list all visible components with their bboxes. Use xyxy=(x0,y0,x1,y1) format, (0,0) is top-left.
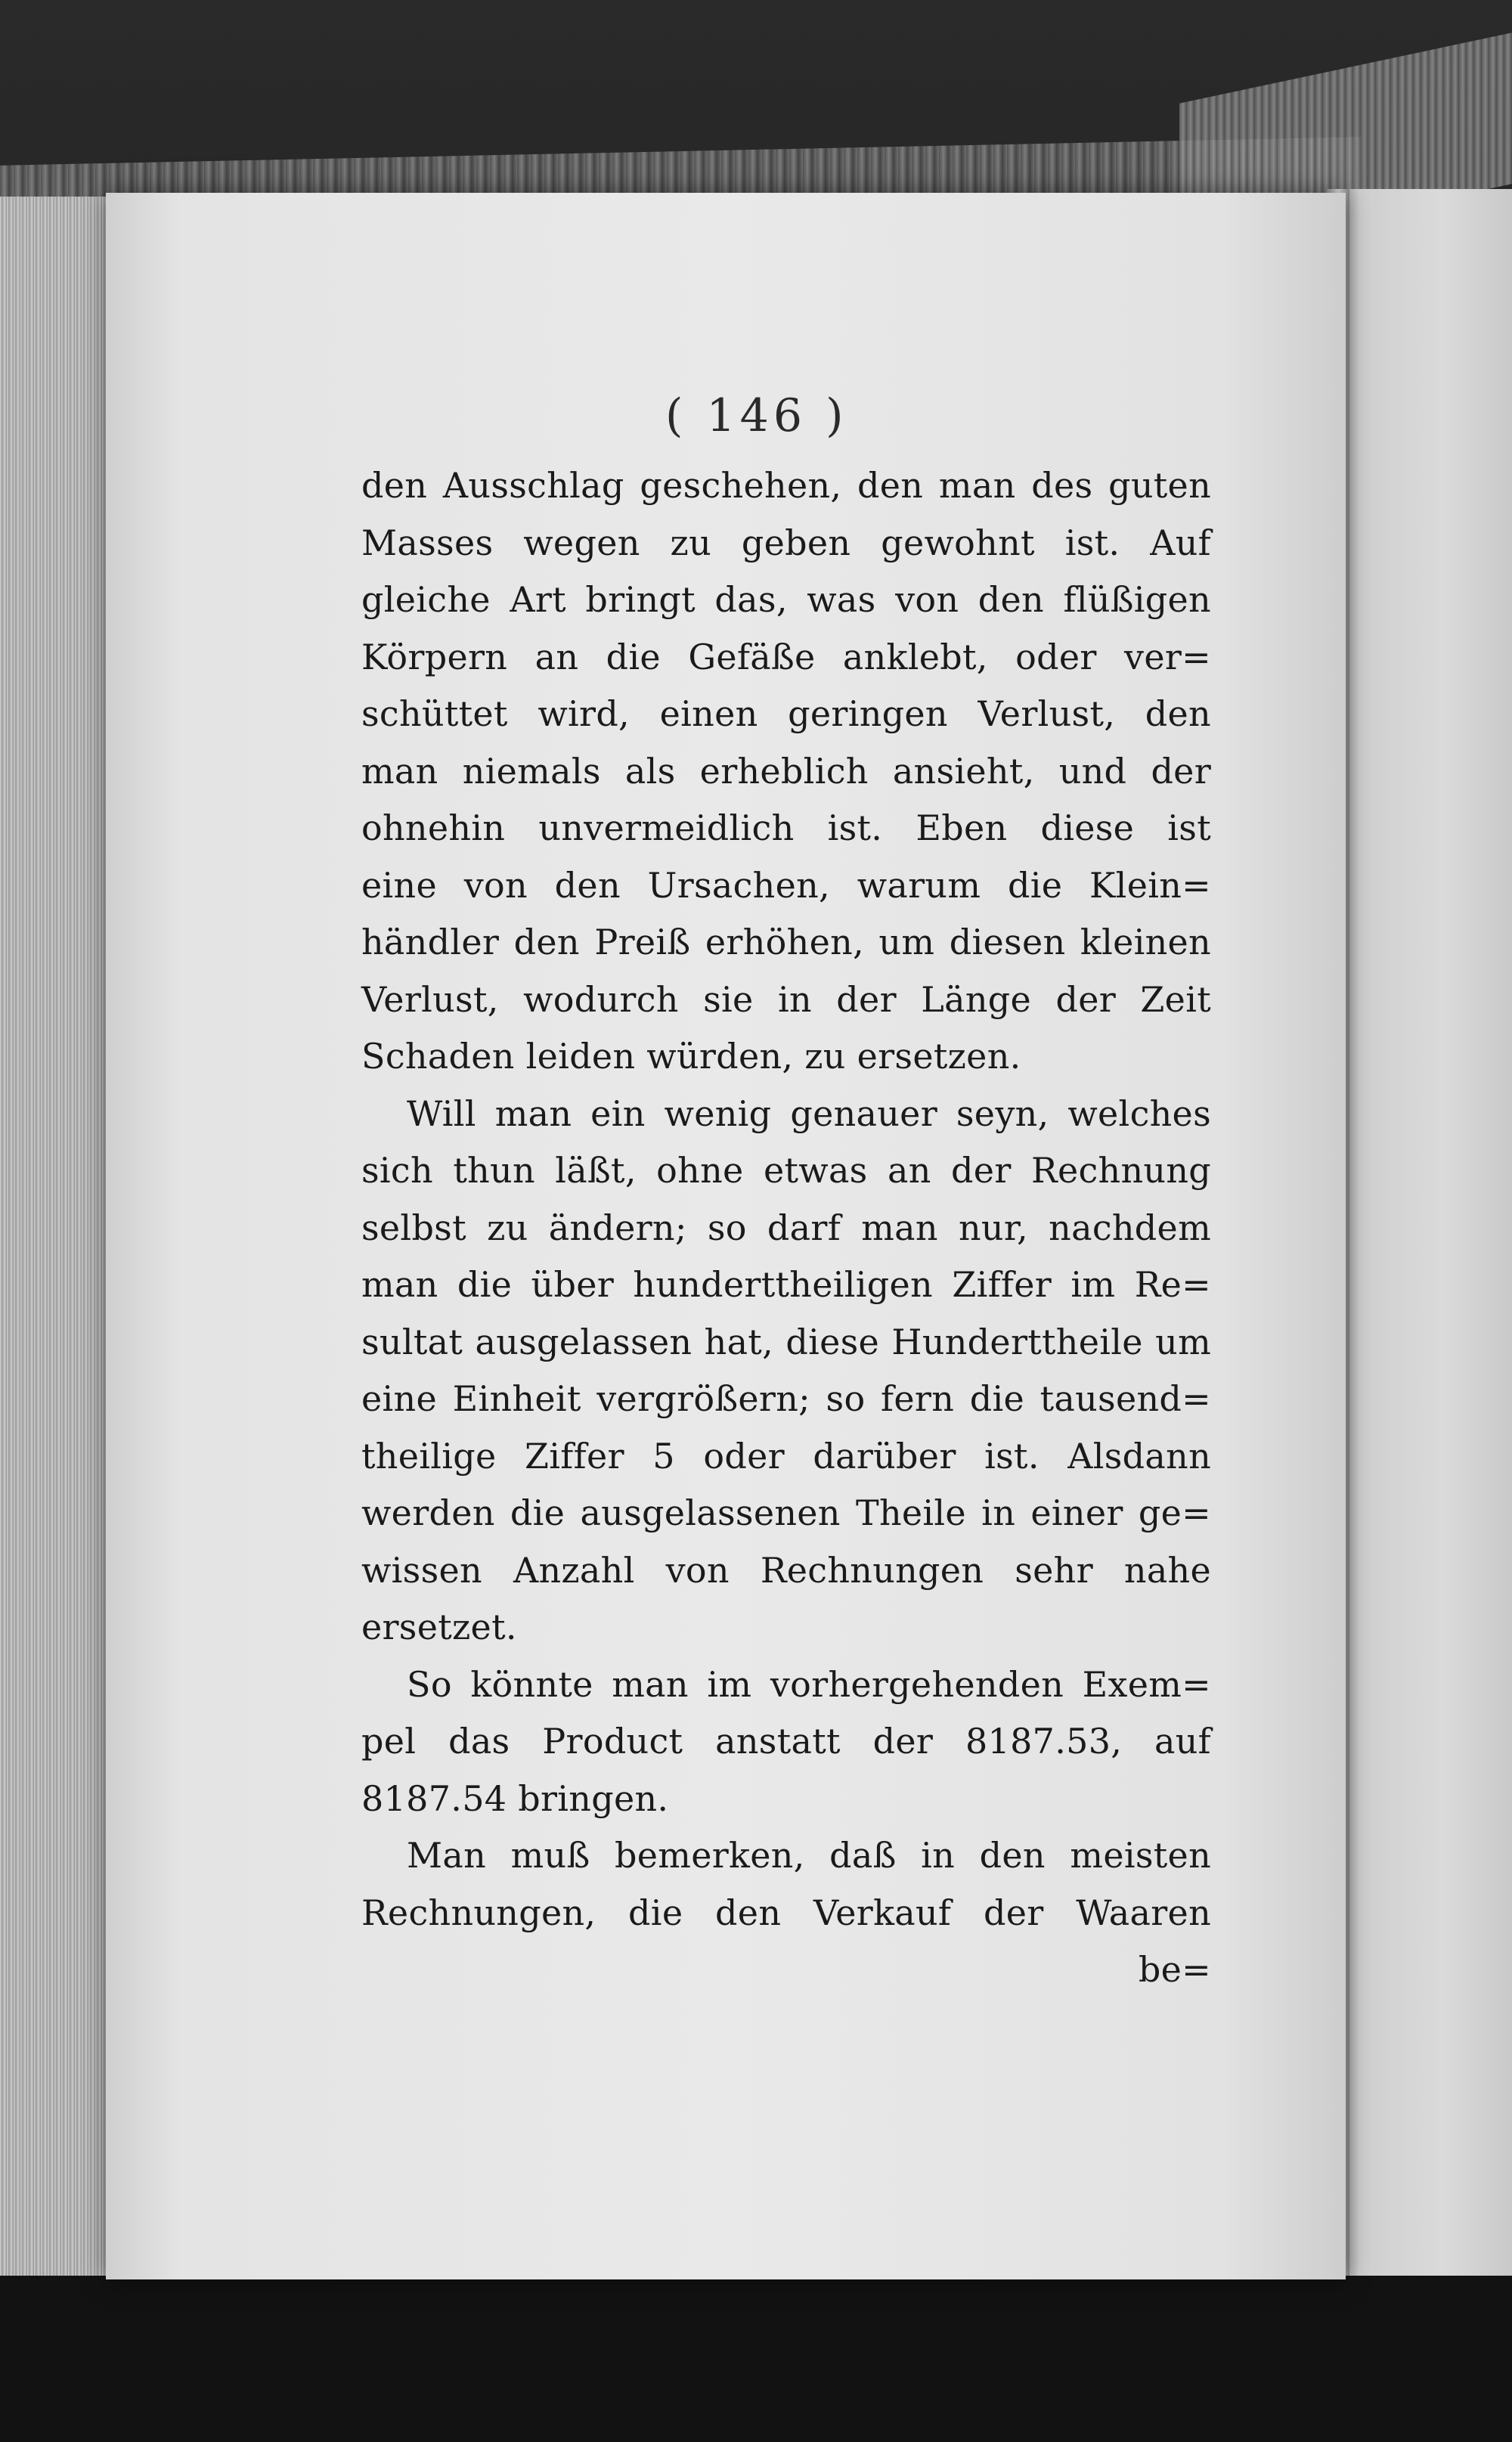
text-line: Körpern an die Gefäße anklebt, oder ver= xyxy=(361,636,1211,677)
text-line: schüttet wird, einen geringen Verlust, den xyxy=(361,693,1211,734)
text-line: wissen Anzahl von Rechnungen sehr nahe xyxy=(361,1549,1211,1591)
text-line: eine von den Ursachen, warum die Klein= xyxy=(361,864,1211,906)
text-line: Schaden leiden würden, zu ersetzen. xyxy=(361,1036,1021,1077)
page-text xyxy=(361,457,1211,1999)
text-line: So könnte man im vorhergehenden Exem= xyxy=(407,1663,1211,1705)
book-bottom-cover xyxy=(0,2276,1512,2442)
text-line: 8187.54 bringen. xyxy=(361,1777,669,1819)
text-line: man die über hunderttheiligen Ziffer im Re= xyxy=(361,1264,1211,1305)
text-line: gleiche Art bringt das, was von den flüßigen xyxy=(361,579,1211,620)
text-line: sultat ausgelassen hat, diese Hunderttheile um xyxy=(361,1321,1211,1362)
text-line: selbst zu ändern; so darf man nur, nachdem xyxy=(361,1207,1211,1248)
text-line: ohnehin unvermeidlich ist. Eben diese ist xyxy=(361,807,1211,848)
text-line: be= xyxy=(1138,1949,1211,1990)
text-line: eine Einheit vergrößern; so fern die tausend= xyxy=(361,1378,1211,1419)
text-line: Man muß bemerken, daß in den meisten xyxy=(407,1835,1211,1876)
text-line: den Ausschlag geschehen, den man des guten xyxy=(361,465,1211,506)
text-line: man niemals als erheblich ansieht, und der xyxy=(361,750,1211,792)
text-line: pel das Product anstatt der 8187.53, auf xyxy=(361,1721,1211,1762)
text-line: Verlust, wodurch sie in der Länge der Zeit xyxy=(361,978,1211,1020)
text-line: Rechnungen, die den Verkauf der Waaren xyxy=(361,1892,1211,1933)
page-stack-edges xyxy=(0,197,113,2313)
text-line: theilige Ziffer 5 oder darüber ist. Alsdann xyxy=(361,1435,1211,1477)
facing-page xyxy=(1338,189,1512,2276)
text-line: händler den Preiß erhöhen, um diesen kleinen xyxy=(361,922,1211,962)
text-line: Will man ein wenig genauer seyn, welches xyxy=(407,1092,1211,1134)
text-line: ersetzet. xyxy=(361,1607,517,1647)
text-line: sich thun läßt, ohne etwas an der Rechnung xyxy=(361,1150,1211,1191)
text-line: werden die ausgelassenen Theile in einer ge= xyxy=(361,1492,1211,1533)
text-line: Masses wegen zu geben gewohnt ist. Auf xyxy=(361,522,1211,563)
page-number: ( 146 ) xyxy=(665,389,848,442)
